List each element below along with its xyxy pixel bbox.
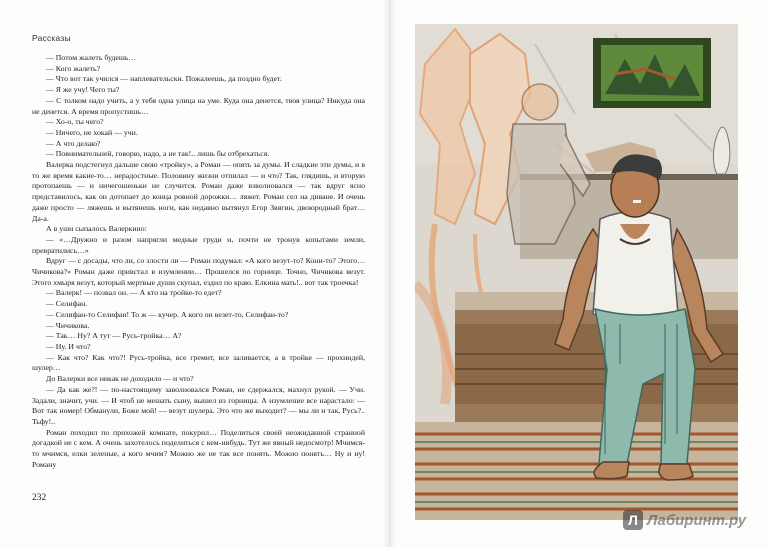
text-paragraph: — Что вот так учился — наплевательски. Пожалеешь, да поздно будет. <box>46 74 282 84</box>
text-paragraph: — Ну. И что? <box>46 341 91 351</box>
text-paragraph: — Селифан-то Селифан! То ж — кучер. А кого он везет-то, Селифан-то? <box>46 309 289 319</box>
framed-painting <box>593 38 711 108</box>
running-head: Рассказы <box>32 33 71 43</box>
right-page <box>397 0 770 547</box>
text-paragraph: — Кого жалеть? <box>46 63 101 73</box>
text-paragraph: А в уши сыпалось Валеркино: <box>46 224 147 234</box>
page-number: 232 <box>32 493 47 503</box>
text-paragraph: — С толком надо учить, а у тебя одна улица на уме. Куда она денется, твоя улица? Никуда она не денется. А время пропустишь… <box>32 95 365 116</box>
text-paragraph: Роман походил по прихожей комнате, покурил… Поделиться своей неожиданной странной догадкой не с кем. А очень захотелось поделиться с кем-нибудь. Тут же явный недосмотр! Мчимся-то мчимся, елки зеленые, а кого мчим? Можно же не так все понять. Можно понять… Ну и ну! Роману <box>32 427 365 469</box>
text-paragraph: — Ничего, не хокай — учи. <box>46 127 138 137</box>
text-paragraph: — Потом жалеть будешь… <box>46 53 137 62</box>
text-paragraph: — Селифан. <box>46 299 88 309</box>
story-text <box>32 53 365 470</box>
text-paragraph: — «…Дружно и разом напрягли медные груди и, почти не тронув копытами земли, превратились…» <box>32 234 365 255</box>
text-paragraph: — Как что? Как что?! Русь-тройка, все гремит, все заливается, а в тройке — прохиндей, шулер… <box>32 352 365 373</box>
watermark-text: Лабиринт.ру <box>647 511 747 529</box>
text-paragraph: Вдруг — с досады, что ли, со злости ли — Роман подумал: «А кого везут-то? Кони-то? Этого… Чичикова?» Роман даже привстал в изумлении… Прошелся по горнице. Точно, Чичикова везут. Этого хмыря везут, который мертвые души скупал, ездил по краю. Елкина мать!.. вот так троечка! <box>32 256 365 287</box>
text-paragraph: До Валерки все никак не доходило — и что? <box>46 374 194 384</box>
text-paragraph: — Так… Ну? А тут — Русь-тройка… А? <box>46 331 182 341</box>
text-paragraph: — Валерк! — позвал он. — А кто на тройке-то едет? <box>46 288 222 298</box>
watermark <box>623 510 746 530</box>
watercolor-illustration <box>415 24 738 520</box>
text-paragraph: — Чичикова. <box>46 320 90 330</box>
text-paragraph: — А что делаю? <box>46 138 101 148</box>
text-paragraph: — Да как же?! — по-настоящему заволновался Роман, не сдержался, махнул рукой. — Учи. Задали, значит, учи. — И чтоб не мешать сыну, вышел из горницы. А изумление все нарастало: — Вот так номер! Обманули, Боже мой! — везут шулера. Это что же выходит? — мы ли и так, Русь?.. Тьфу!.. <box>32 384 365 426</box>
text-paragraph: — Повнимательней, говорю, надо, а не так!.. лишь бы отбрехаться. <box>46 149 270 159</box>
book-gutter <box>383 0 397 547</box>
watermark-logo-icon: Л <box>623 510 643 530</box>
text-paragraph: Валерка подстегнул дальше свою «тройку», а Роман — опять за думы. И сладкие эти думы, и в то же время какие-то… нерадостные. Половину жизни отпилал — и что? Так, глядишь, и вторую протопаешь — и ничегошеньки не случится. Роман даже взволновался — так вдруг ясно представилось, как он дотопает до конца ровной дорожки… ляжет. Роман сел на диване. И очень даже просто — ляжешь и вытянешь ноги, как недавно вытянул Егор Звягин, двоюродный брат… Да-а. <box>32 160 365 223</box>
text-paragraph: — Я же учу! Чего ты? <box>46 85 120 95</box>
text-paragraph: — Хо-о, ты чего? <box>46 117 104 127</box>
